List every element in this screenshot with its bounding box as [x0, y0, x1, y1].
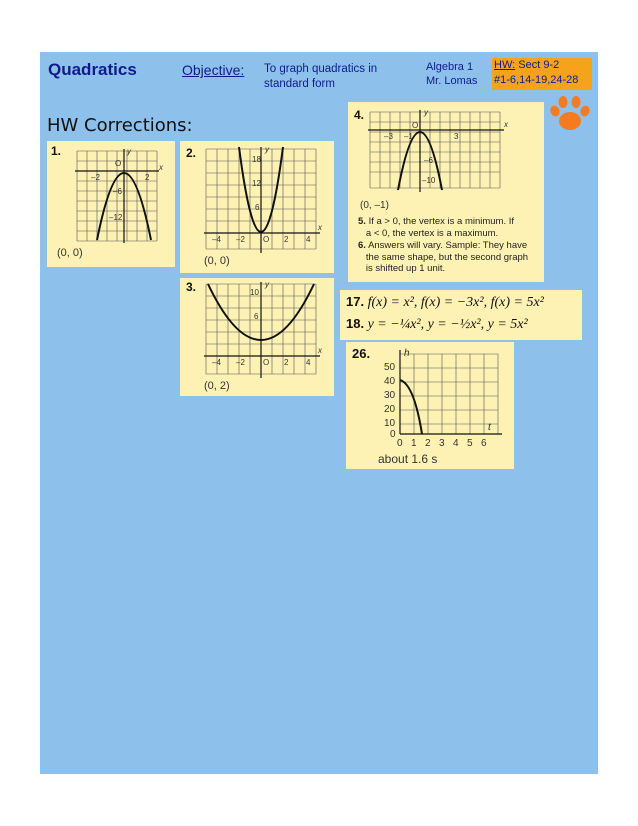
tick-label: 6	[254, 312, 259, 321]
problem-number: 5.	[358, 216, 366, 227]
problem-26-card	[346, 342, 514, 469]
problem-1-card	[47, 141, 175, 267]
tick-label: –6	[424, 156, 433, 165]
problem-2-card	[180, 141, 334, 273]
tick-label: y	[265, 145, 269, 154]
tick-label: y	[424, 108, 428, 117]
problem-17-text: f(x) = x², f(x) = −3x², f(x) = 5x²	[367, 295, 544, 310]
y-variable: h	[404, 348, 410, 359]
slide	[40, 52, 598, 774]
y-tick-label: 30	[384, 390, 396, 401]
tick-label: 4	[306, 235, 311, 244]
tick-label: 2	[284, 358, 289, 367]
tick-label: 4	[306, 358, 311, 367]
course-name: Algebra 1	[426, 61, 474, 73]
tick-label: O	[115, 159, 122, 168]
tick-label: –3	[384, 132, 393, 141]
problem-3-card	[180, 278, 334, 396]
tick-label: 2	[284, 235, 289, 244]
problem-number: 1.	[51, 144, 62, 158]
tick-label: 10	[250, 288, 259, 297]
tick-label: 18	[252, 155, 261, 164]
tick-label: –2	[236, 358, 245, 367]
tick-label: y	[265, 280, 269, 289]
problem-18-equations	[346, 316, 528, 333]
problem-18-text: y = −¼x², y = −½x², y = 5x²	[367, 317, 528, 332]
tick-label: 2	[145, 173, 150, 182]
y-tick-label: 20	[384, 404, 396, 415]
x-variable: t	[488, 422, 491, 433]
problem-5-line2: a < 0, the vertex is a maximum.	[365, 227, 499, 239]
course-info	[426, 60, 477, 88]
teacher-name: Mr. Lomas	[426, 75, 478, 87]
problem-6-text	[358, 240, 536, 275]
problem-answer: (0, 0)	[57, 247, 83, 259]
tick-label: O	[263, 235, 270, 244]
problem-number: 3.	[186, 280, 197, 294]
problem-5-text	[358, 216, 536, 239]
problem-5-line1: If a > 0, the vertex is a minimum. If	[368, 216, 515, 227]
x-tick-label: 0	[397, 438, 403, 449]
objective-text: To graph quadratics in standard form	[264, 63, 378, 90]
tick-label: 3	[454, 132, 459, 141]
problem-4-graph	[348, 102, 544, 202]
problem-number: 18.	[346, 316, 365, 331]
problem-answer: (0, –1)	[360, 200, 389, 211]
tick-label: O	[263, 358, 270, 367]
tick-label: O	[412, 121, 419, 130]
x-tick-label: 1	[411, 438, 417, 449]
tick-label: x	[318, 223, 322, 232]
problem-answer: (0, 0)	[204, 255, 230, 267]
hw-problems: #1-6,14-19,24-28	[494, 74, 579, 86]
problem-26-graph	[346, 342, 514, 469]
tick-label: –2	[236, 235, 245, 244]
x-tick-label: 3	[439, 438, 445, 449]
problem-6-line3: is shifted up 1 unit.	[365, 263, 446, 274]
y-tick-label: 40	[384, 376, 396, 387]
objective-label: Objective:	[182, 62, 245, 78]
x-tick-label: 5	[467, 438, 473, 449]
tick-label: 12	[252, 179, 261, 188]
tick-label: –1	[404, 132, 413, 141]
tick-label: –10	[422, 176, 436, 185]
tick-label: –2	[91, 173, 100, 182]
problem-answer: about 1.6 s	[378, 452, 438, 466]
tick-label: x	[159, 163, 163, 172]
problem-6-line2: the same shape, but the second graph	[365, 251, 529, 263]
section-title: HW Corrections:	[47, 115, 193, 136]
y-tick-label: 10	[384, 418, 396, 429]
hw-section: Sect 9-2	[518, 59, 560, 71]
homework-box	[492, 58, 592, 90]
tick-label: –12	[109, 213, 123, 222]
tick-label: x	[504, 120, 508, 129]
problem-17-equations	[346, 294, 544, 311]
problems-17-18-card	[340, 290, 582, 340]
tick-label: x	[318, 346, 322, 355]
problem-number: 6.	[358, 240, 366, 251]
problem-number: 17.	[346, 294, 365, 309]
tick-label: 6	[255, 203, 260, 212]
x-tick-label: 6	[481, 438, 487, 449]
y-tick-label: 0	[390, 429, 396, 440]
tick-label: y	[127, 147, 131, 156]
problem-number: 2.	[186, 146, 197, 160]
page-title: Quadratics	[48, 60, 137, 79]
problem-answer: (0, 2)	[204, 380, 230, 392]
tick-label: –6	[113, 187, 122, 196]
x-tick-label: 2	[425, 438, 431, 449]
hw-label: HW:	[494, 59, 516, 71]
x-tick-label: 4	[453, 438, 459, 449]
y-tick-label: 50	[384, 362, 396, 373]
problem-number: 4.	[354, 108, 365, 122]
tick-label: –4	[212, 358, 221, 367]
paw-print-logo	[548, 94, 592, 134]
tick-label: –4	[212, 235, 221, 244]
problem-4-6-card	[348, 102, 544, 282]
problem-number: 26.	[352, 346, 371, 361]
problem-6-line1: Answers will vary. Sample: They have	[368, 240, 528, 251]
